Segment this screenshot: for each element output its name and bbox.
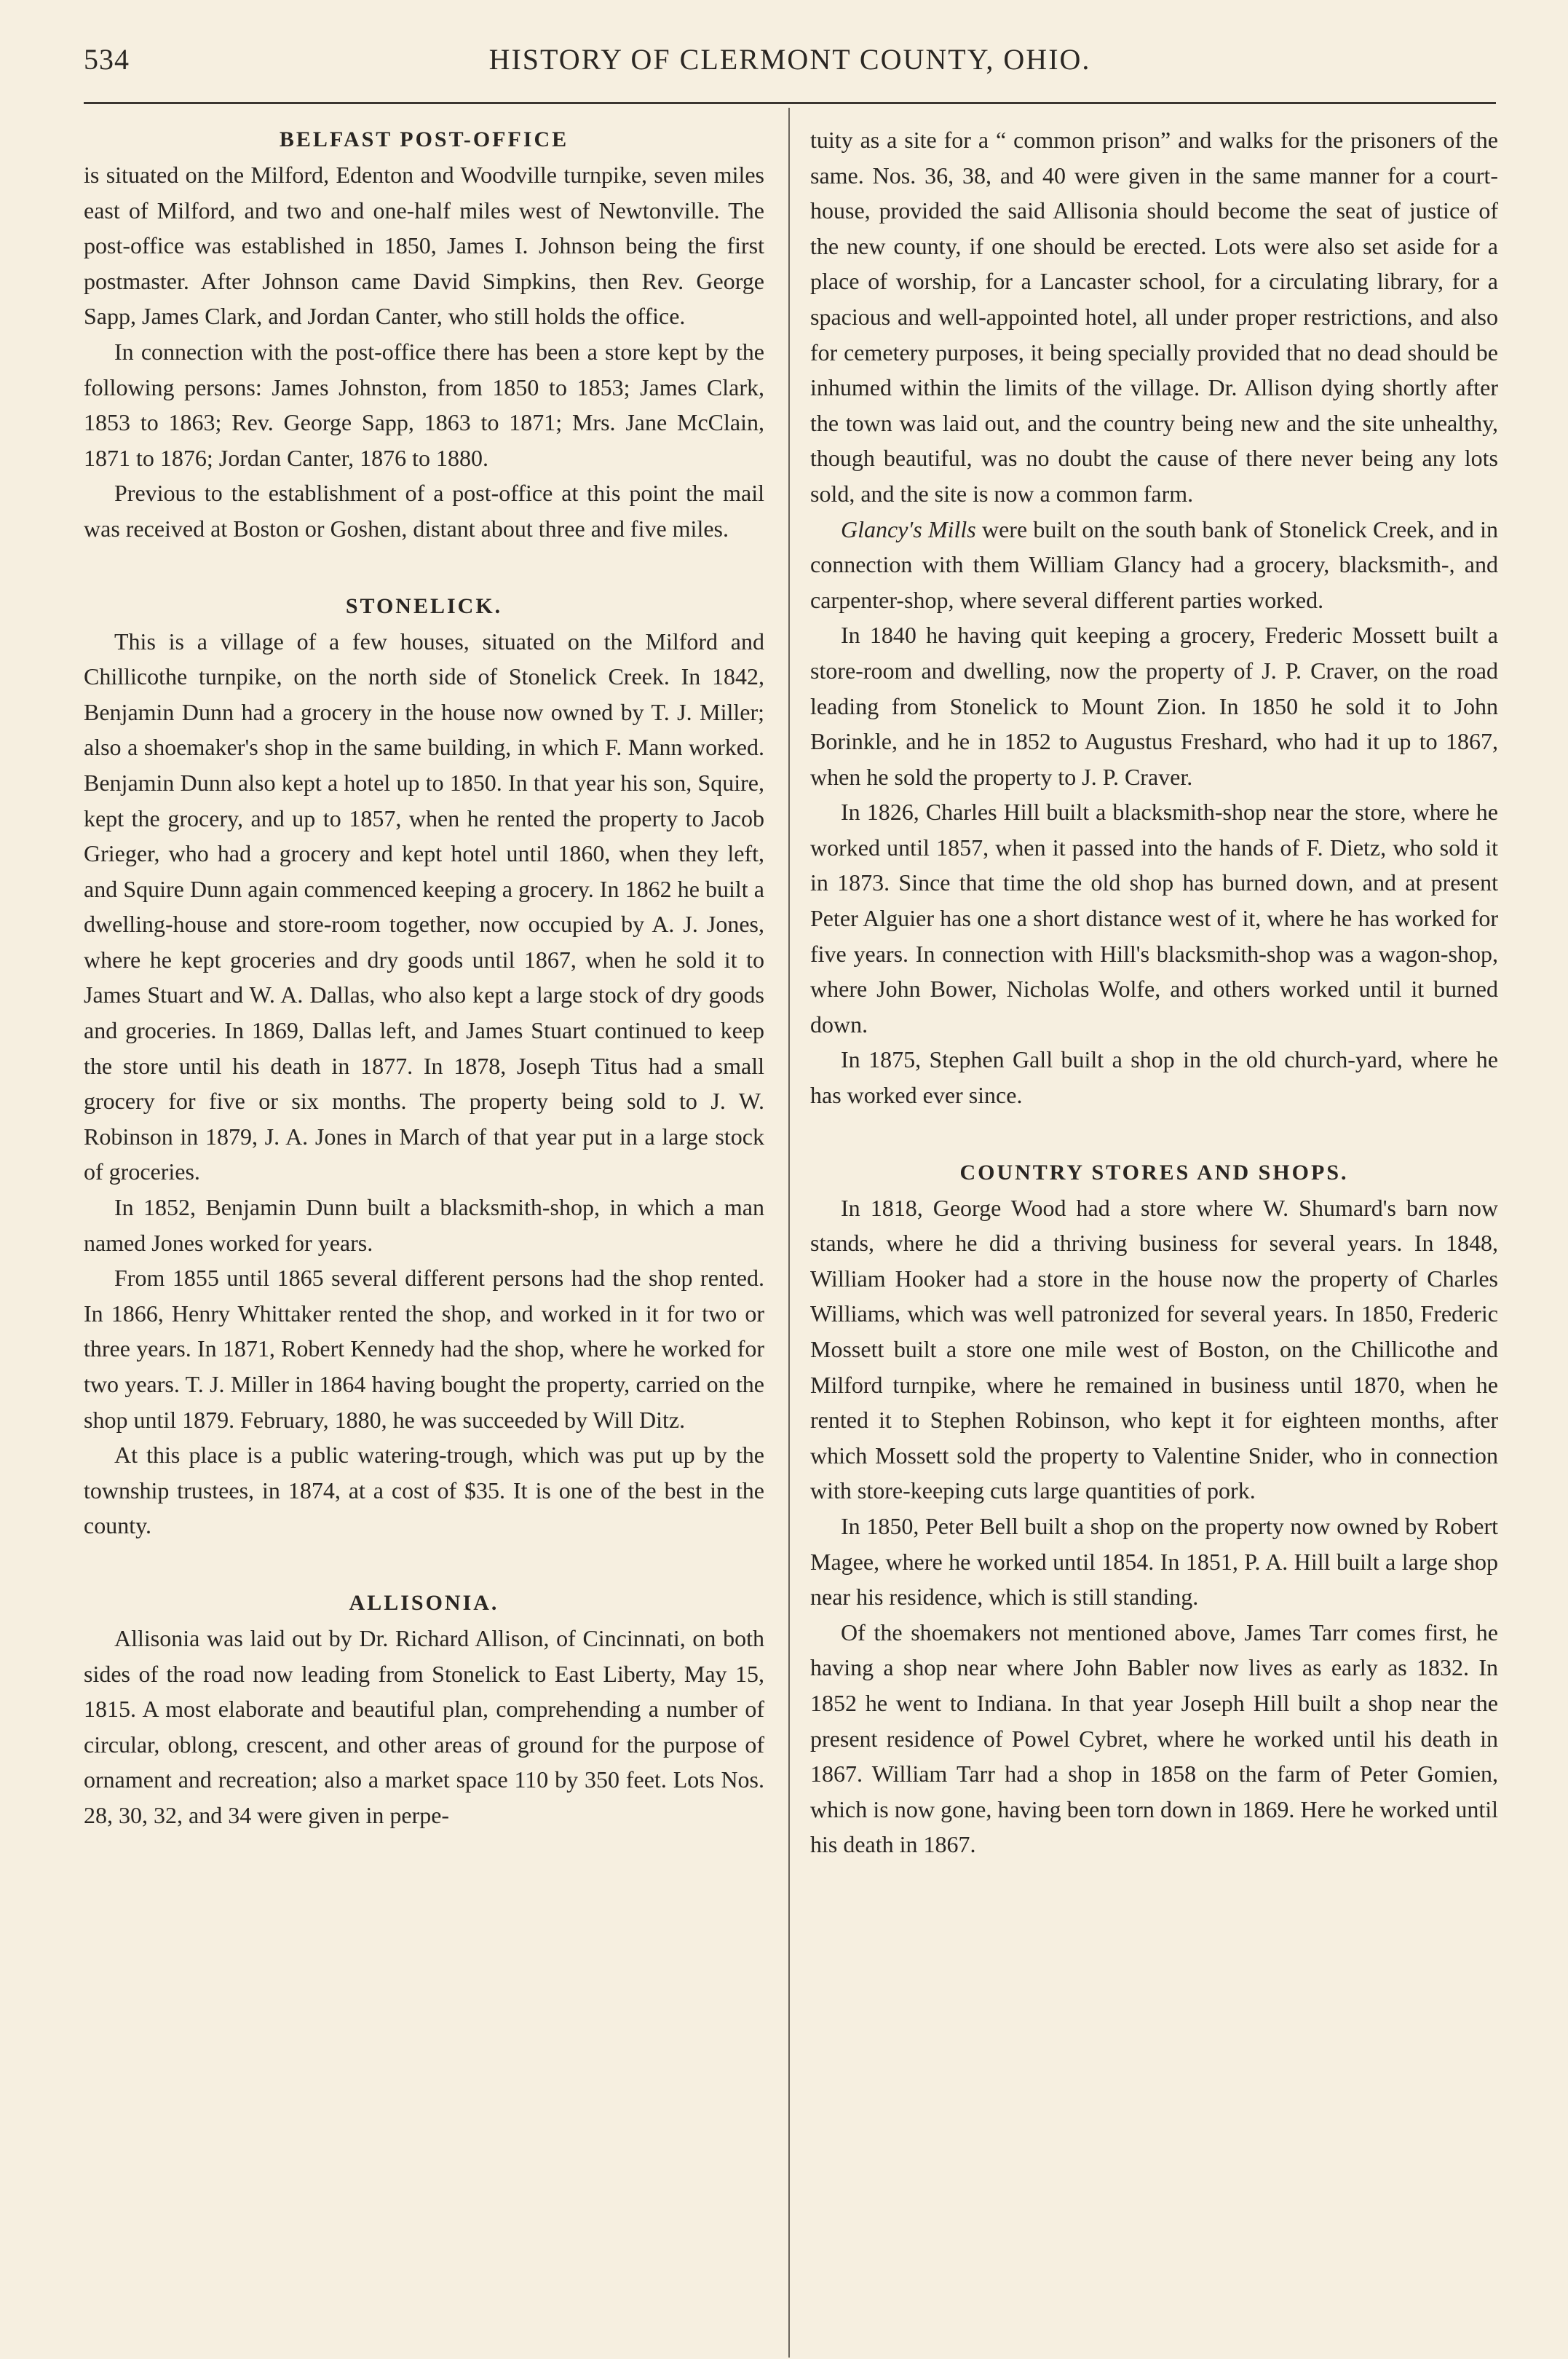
paragraph: Allisonia was laid out by Dr. Richard Allison, of Cincinnati, on both sides of the road now leading from Stonelick to East Liberty, May 15, 1815. A most elaborate and beautiful plan, comprehending a number of circular, oblong, crescent, and other areas of ground for the purpose of ornament and recreation; also a market space 110 by 350 feet. Lots Nos. 28, 30, 32, and 34 were given in perpe- [84, 1624, 764, 1828]
paragraph: is situated on the Milford, Edenton and Woodville turnpike, seven miles east of Milford, and two and one-half miles west of Newtonville. The post-office was established in 1850, James I. Johnson being the first postmaster. After Johnson came David Simpkins, then Rev. George Sapp, James Clark, and Jordan Canter, who still holds the office. [84, 162, 764, 330]
paragraph: In connection with the post-office there has been a store kept by the following persons: James Johnston, from 1850 to 1853; James Clark, 1853 to 1863; Rev. George Sapp, 1863 to 1871; Mrs. Jane McClain, 1871 to 1876; Jordan Canter, 1876 to 1880. [84, 338, 764, 471]
paragraph: Of the shoemakers not mentioned above, James Tarr comes first, he having a shop near where John Babler now lives as early as 1832. In 1852 he went to Indiana. In that year Joseph Hill built a shop near the present residence of Powel Cybret, where he worked until his death in 1867. William Tarr had a shop in 1858 on the farm of Peter Gomien, which is now gone, having been torn down in 1869. Here he worked until his death in 1867. [810, 1619, 1498, 1858]
paragraph: In 1818, George Wood had a store where W. Shumard's barn now stands, where he did a thriving business for several years. In 1848, William Hooker had a store in the house now the property of Charles Williams, which was well patronized for several years. In 1850, Frederic Mossett built a store one mile west of Boston, on the Chillicothe and Milford turnpike, where he remained in business until 1870, when he rented it to Stephen Robinson, who kept it for eighteen months, after which Mossett sold the property to Valentine Snider, who in connection with store-keeping cuts large quantities of pork. [810, 1194, 1498, 1504]
right-column [810, 122, 1498, 1862]
column-divider [788, 108, 790, 2358]
belfast-heading: BELFAST POST-OFFICE [279, 127, 569, 151]
country-stores-heading: COUNTRY STORES AND SHOPS. [959, 1160, 1349, 1185]
left-column [84, 122, 764, 1833]
paragraph: From 1855 until 1865 several different persons had the shop rented. In 1866, Henry Whittaker rented the shop, and worked in it for two or three years. In 1871, Robert Kennedy had the shop, where he worked for two years. T. J. Miller in 1864 having bought the property, carried on the shop until 1879. February, 1880, he was succeeded by Will Ditz. [84, 1265, 764, 1433]
paragraph: In 1826, Charles Hill built a blacksmith-shop near the store, where he worked until 1857, when it passed into the hands of F. Dietz, who sold it in 1873. Since that time the old shop has burned down, and at present Peter Alguier has one a short distance west of it, where he has worked for five years. In connection with Hill's blacksmith-shop was a wagon-shop, where John Bower, Nicholas Wolfe, and others worked until it burned down. [810, 799, 1498, 1038]
paragraph: This is a village of a few houses, situated on the Milford and Chillicothe turnpike, on the north side of Stonelick Creek. In 1842, Benjamin Dunn had a grocery in the house now owned by T. J. Miller; also a shoemaker's shop in the same building, in which F. Mann worked. Benjamin Dunn also kept a hotel up to 1850. In that year his son, Squire, kept the grocery, and up to 1857, when he rented the property to Jacob Grieger, who had a grocery and kept hotel until 1860, when they left, and Squire Dunn again commenced keeping a grocery. In 1862 he built a dwelling-house and store-room together, now occupied by A. J. Jones, where he kept groceries and dry goods until 1867, when he sold it to James Stuart and W. A. Dallas, who also kept a large stock of dry goods and groceries. In 1869, Dallas left, and James Stuart continued to keep the store until his death in 1877. In 1878, Joseph Titus had a small grocery for five or six months. The property being sold to J. W. Robinson in 1879, J. A. Jones in March of that year put in a large stock of groceries. [84, 628, 764, 1185]
paragraph: At this place is a public watering-trough, which was put up by the township trustees, in 1874, at a cost of $35. It is one of the best in the county. [84, 1442, 764, 1539]
paragraph: In 1875, Stephen Gall built a shop in the old church-yard, where he has worked ever since. [810, 1046, 1498, 1109]
paragraph: Previous to the establishment of a post-office at this point the mail was received at Boston or Goshen, distant about three and five miles. [84, 480, 764, 542]
header-rule [84, 102, 1496, 104]
italic-term: Glancy's Mills [841, 515, 976, 542]
paragraph: In 1852, Benjamin Dunn built a blacksmith-shop, in which a man named Jones worked for years. [84, 1194, 764, 1256]
paragraph: In 1840 he having quit keeping a grocery, Frederic Mossett built a store-room and dwelling, now the property of J. P. Craver, on the road leading from Stonelick to Mount Zion. In 1850 he sold it to John Borinkle, and he in 1852 to Augustus Freshard, who had it up to 1867, when he sold the property to J. P. Craver. [810, 622, 1498, 790]
stonelick-heading: STONELICK. [345, 593, 503, 618]
paragraph [810, 512, 1498, 618]
page-title: HISTORY OF CLERMONT COUNTY, OHIO. [488, 43, 1091, 76]
page-number: 534 [84, 43, 130, 76]
paragraph: tuity as a site for a “ common prison” and walks for the prisoners of the same. Nos. 36, 38, and 40 were given in the same manner for a court-house, provided the said Allisonia should become the seat of justice of the new county, if one should be erected. Lots were also set aside for a place of worship, for a Lancaster school, for a circulating library, for a spacious and well-appointed hotel, all under proper restrictions, and also for cemetery purposes, it being specially provided that no dead should be inhumed within the limits of the village. Dr. Allison dying shortly after the town was laid out, and the country being new and the site unhealthy, though beautiful, was no doubt the cause of there never being any lots sold, and the site is now a common farm. [810, 127, 1498, 507]
paragraph: In 1850, Peter Bell built a shop on the property now owned by Robert Magee, where he worked until 1854. In 1851, P. A. Hill built a large shop near his residence, which is still standing. [810, 1512, 1498, 1611]
page-header [84, 42, 1496, 86]
paragraph-text: were built on the south bank of Stonelick Creek, and in connection with them William Glancy had a grocery, blacksmith-, and carpenter-shop, where several different parties worked. [810, 515, 1498, 613]
allisonia-heading: ALLISONIA. [349, 1590, 499, 1615]
